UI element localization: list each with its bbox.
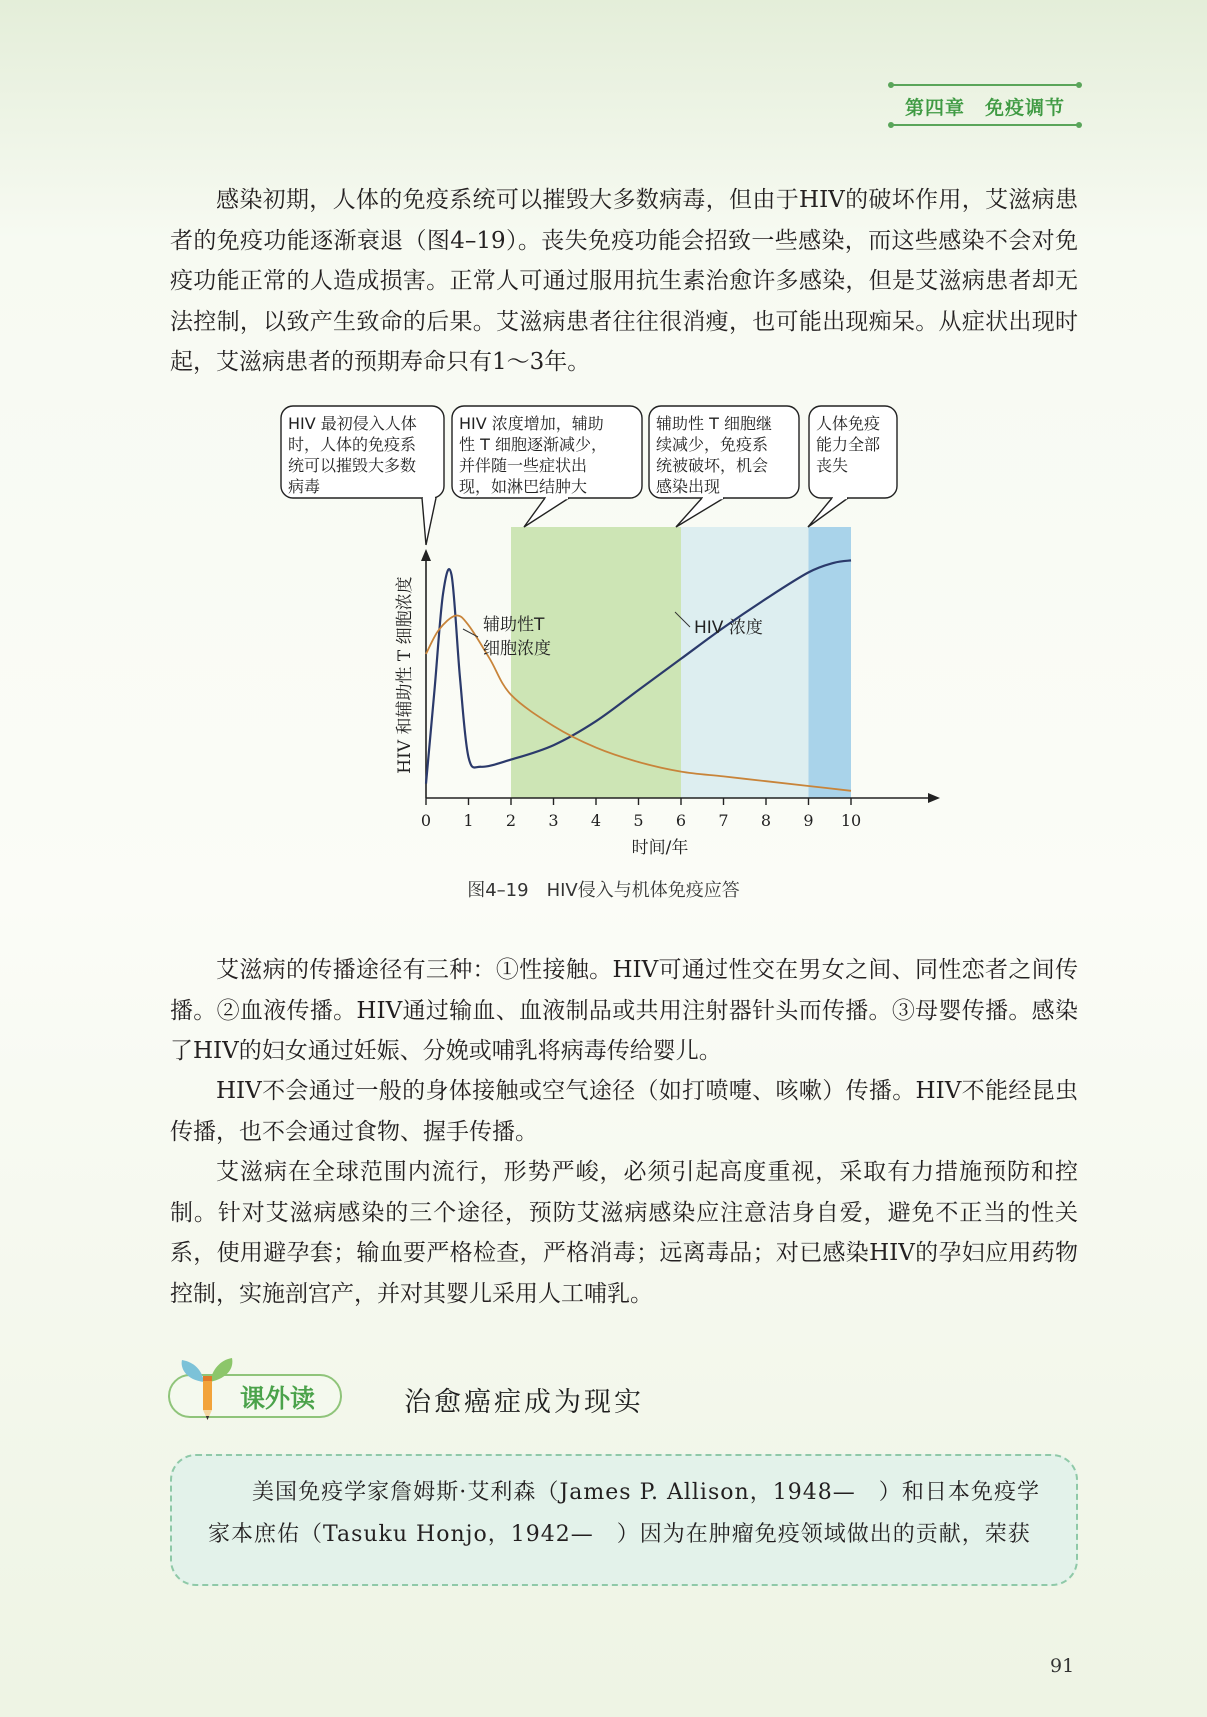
y-axis-label: HIV 和辅助性 T 细胞浓度	[395, 576, 415, 774]
hiv-immune-response-figure	[280, 405, 980, 875]
callout-text: 并伴随一些症状出	[459, 456, 588, 475]
x-axis-arrow	[928, 793, 940, 803]
callout-text: 能力全部	[816, 435, 881, 454]
shaded-region-2	[809, 527, 852, 798]
series-label-leader	[463, 629, 478, 637]
paragraph-non-transmission: HIV不会通过一般的身体接触或空气途径（如打喷嚏、咳嗽）传播。HIV不能经昆虫传播，也不会通过食物、握手传播。	[170, 1078, 1078, 1145]
header-rule-top	[890, 84, 1080, 86]
shaded-region-1	[681, 527, 809, 798]
callout-text: 统可以摧毁大多数	[288, 456, 417, 475]
callout-text: 辅助性 T 细胞继	[656, 414, 772, 433]
shaded-regions	[511, 527, 851, 798]
x-ticks	[421, 798, 861, 830]
callout-text: 病毒	[288, 477, 321, 496]
x-tick-label: 3	[548, 811, 559, 830]
reading-text: 美国免疫学家詹姆斯·艾利森（James P. Allison，1948— ）和日本免疫学家本庶佑（Tasuku Honjo，1942— ）因为在肿瘤免疫领域做出的贡献，荣获	[208, 1480, 1040, 1547]
callout-pointer	[808, 498, 848, 527]
callout-pointer	[422, 498, 436, 545]
figure-caption: 图4–19 HIV侵入与机体免疫应答	[467, 880, 740, 901]
callout-text: 丧失	[816, 456, 849, 475]
reading-label: 课外读	[240, 1384, 316, 1413]
y-axis-arrow	[421, 549, 431, 561]
callout-pointer	[676, 498, 724, 527]
x-tick-label: 7	[718, 811, 729, 830]
x-tick-label: 9	[803, 811, 814, 830]
callout-group	[281, 406, 897, 545]
callout-0	[281, 406, 444, 545]
callout-text: 感染出现	[656, 477, 721, 496]
callout-text: 统被破坏，机会	[656, 456, 769, 475]
x-tick-label: 1	[463, 811, 474, 830]
header-rule-bottom	[890, 124, 1080, 126]
callout-1	[452, 406, 642, 527]
extra-reading-box	[170, 1454, 1078, 1586]
x-tick-label: 0	[420, 811, 432, 830]
callout-text: HIV 浓度增加，辅助	[459, 414, 604, 433]
callout-text: HIV 最初侵入人体	[288, 414, 417, 433]
paragraph-transmission: 艾滋病的传播途径有三种：①性接触。HIV可通过性交在男女之间、同性恋者之间传播。②血液传播。HIV通过输血、血液制品或共用注射器针头而传播。③母婴传播。感染了HIV的妇女通过妊娠、分娩或哺乳将病毒传给婴儿。	[170, 957, 1078, 1064]
callout-2	[649, 406, 799, 527]
chapter-title: 第四章 免疫调节	[904, 97, 1065, 119]
callout-pointer	[524, 498, 569, 527]
reading-title: 治愈癌症成为现实	[404, 1387, 644, 1418]
shaded-region-0	[511, 527, 681, 798]
x-tick-label: 2	[505, 811, 517, 830]
callout-text: 时，人体的免疫系	[288, 435, 417, 454]
x-tick-label: 10	[840, 811, 862, 830]
series-label: HIV 浓度	[694, 618, 763, 638]
paragraph-prevention: 艾滋病在全球范围内流行，形势严峻，必须引起高度重视，采取有力措施预防和控制。针对艾滋病感染的三个途径，预防艾滋病感染应注意洁身自爱，避免不正当的性关系，使用避孕套；输血要严格检查，严格消毒；远离毒品；对已感染HIV的孕妇应用药物控制，实施剖宫产，并对其婴儿采用人工哺乳。	[170, 1159, 1078, 1307]
extra-reading-header	[168, 1352, 708, 1422]
series-label: 细胞浓度	[483, 639, 551, 659]
x-tick-label: 5	[633, 811, 644, 830]
chapter-header	[890, 84, 1080, 126]
paragraph-intro: 感染初期，人体的免疫系统可以摧毁大多数病毒，但由于HIV的破坏作用，艾滋病患者的免疫功能逐渐衰退（图4–19）。丧失免疫功能会招致一些感染，而这些感染不会对免疫功能正常的人造成损害。正常人可通过服用抗生素治愈许多感染，但是艾滋病患者却无法控制，以致产生致命的后果。艾滋病患者往往很消瘦，也可能出现痴呆。从症状出现时起，艾滋病患者的预期寿命只有1～3年。	[170, 187, 1078, 375]
pencil-sprout-icon	[176, 1352, 240, 1422]
x-tick-label: 4	[590, 811, 602, 830]
page-number: 91	[1050, 1655, 1075, 1677]
callout-text: 现，如淋巴结肿大	[459, 477, 588, 496]
x-tick-label: 6	[675, 811, 687, 830]
x-tick-label: 8	[760, 811, 772, 830]
callout-text: 续减少，免疫系	[656, 435, 769, 454]
callout-text: 性 T 细胞逐渐减少，	[459, 435, 607, 454]
x-axis-label: 时间/年	[631, 838, 689, 858]
series-label: 辅助性T	[483, 615, 545, 635]
callout-3	[808, 406, 897, 527]
callout-text: 人体免疫	[816, 414, 881, 433]
